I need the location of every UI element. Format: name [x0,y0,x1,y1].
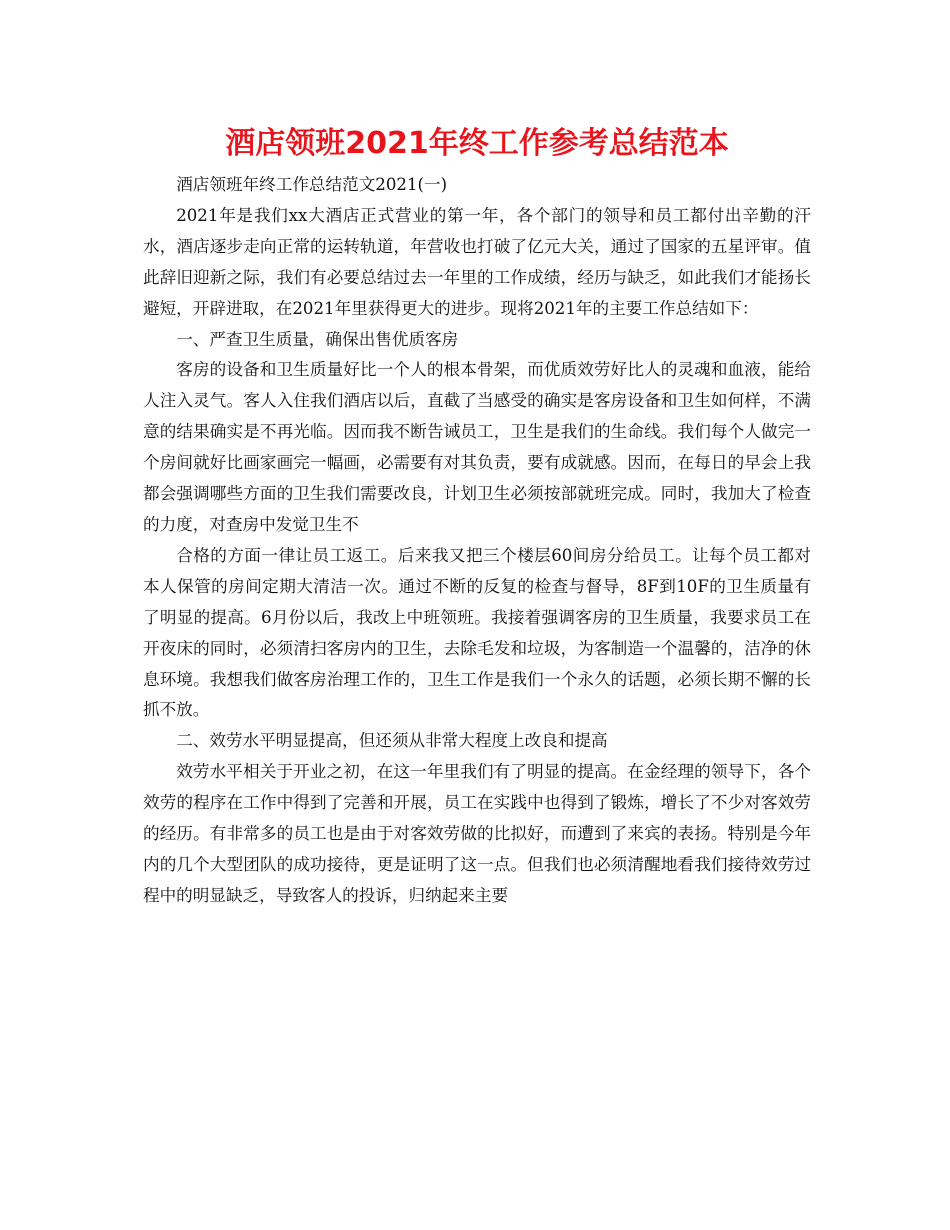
document-subtitle: 酒店领班年终工作总结范文2021(一) [176,175,448,194]
body-paragraph: 合格的方面一律让员工返工。后来我又把三个楼层60间房分给员工。让每个员工都对本人保管的房间定期大清洁一次。通过不断的反复的检查与督导，8F到10F的卫生质量有了明显的提高。6月份以后，我改上中班领班。我接着强调客房的卫生质量，我要求员工在开夜床的同时，必须清扫客房内的卫生，去除毛发和垃圾，为客制造一个温馨的，洁净的休息环境。我想我们做客房治理工作的，卫生工作是我们一个永久的话题，必须长期不懈的长抓不放。 [143,545,811,720]
document-page [143,120,811,912]
intro-paragraph: 2021年是我们xx大酒店正式营业的第一年，各个部门的领导和员工都付出辛勤的汗水，酒店逐步走向正常的运转轨道，年营收也打破了亿元大关，通过了国家的五星评审。值此辞旧迎新之际，我们有必要总结过去一年里的工作成绩，经历与缺乏，如此我们才能扬长避短，开辟进取，在2021年里获得更大的进步。现将2021年的主要工作总结如下： [143,205,811,318]
body-paragraph: 效劳水平相关于开业之初，在这一年里我们有了明显的提高。在金经理的领导下，各个效劳的程序在工作中得到了完善和开展，员工在实践中也得到了锻炼，增长了不少对客效劳的经历。有非常多的员工也是由于对客效劳做的比拟好，而遭到了来宾的表扬。特别是今年内的几个大型团队的成功接待，更是证明了这一点。但我们也必须清醒地看我们接待效劳过程中的明显缺乏，导致客人的投诉，归纳起来主要 [143,762,811,905]
document-title: 酒店领班2021年终工作参考总结范本 [225,126,729,161]
section-heading-2: 二、效劳水平明显提高，但还须从非常大程度上改良和提高 [176,731,608,751]
body-paragraph: 客房的设备和卫生质量好比一个人的根本骨架，而优质效劳好比人的灵魂和血液，能给人注入灵气。客人入住我们酒店以后，直截了当感受的确实是客房设备和卫生如何样，不满意的结果确实是不再光临。因而我不断告诫员工，卫生是我们的生命线。我们每个人做完一个房间就好比画家画完一幅画，必需要有对其负责，要有成就感。因而，在每日的早会上我都会强调哪些方面的卫生我们需要改良，计划卫生必须按部就班完成。同时，我加大了检查的力度，对查房中发觉卫生不 [143,360,811,534]
section-heading-1: 一、严查卫生质量，确保出售优质客房 [176,329,459,349]
